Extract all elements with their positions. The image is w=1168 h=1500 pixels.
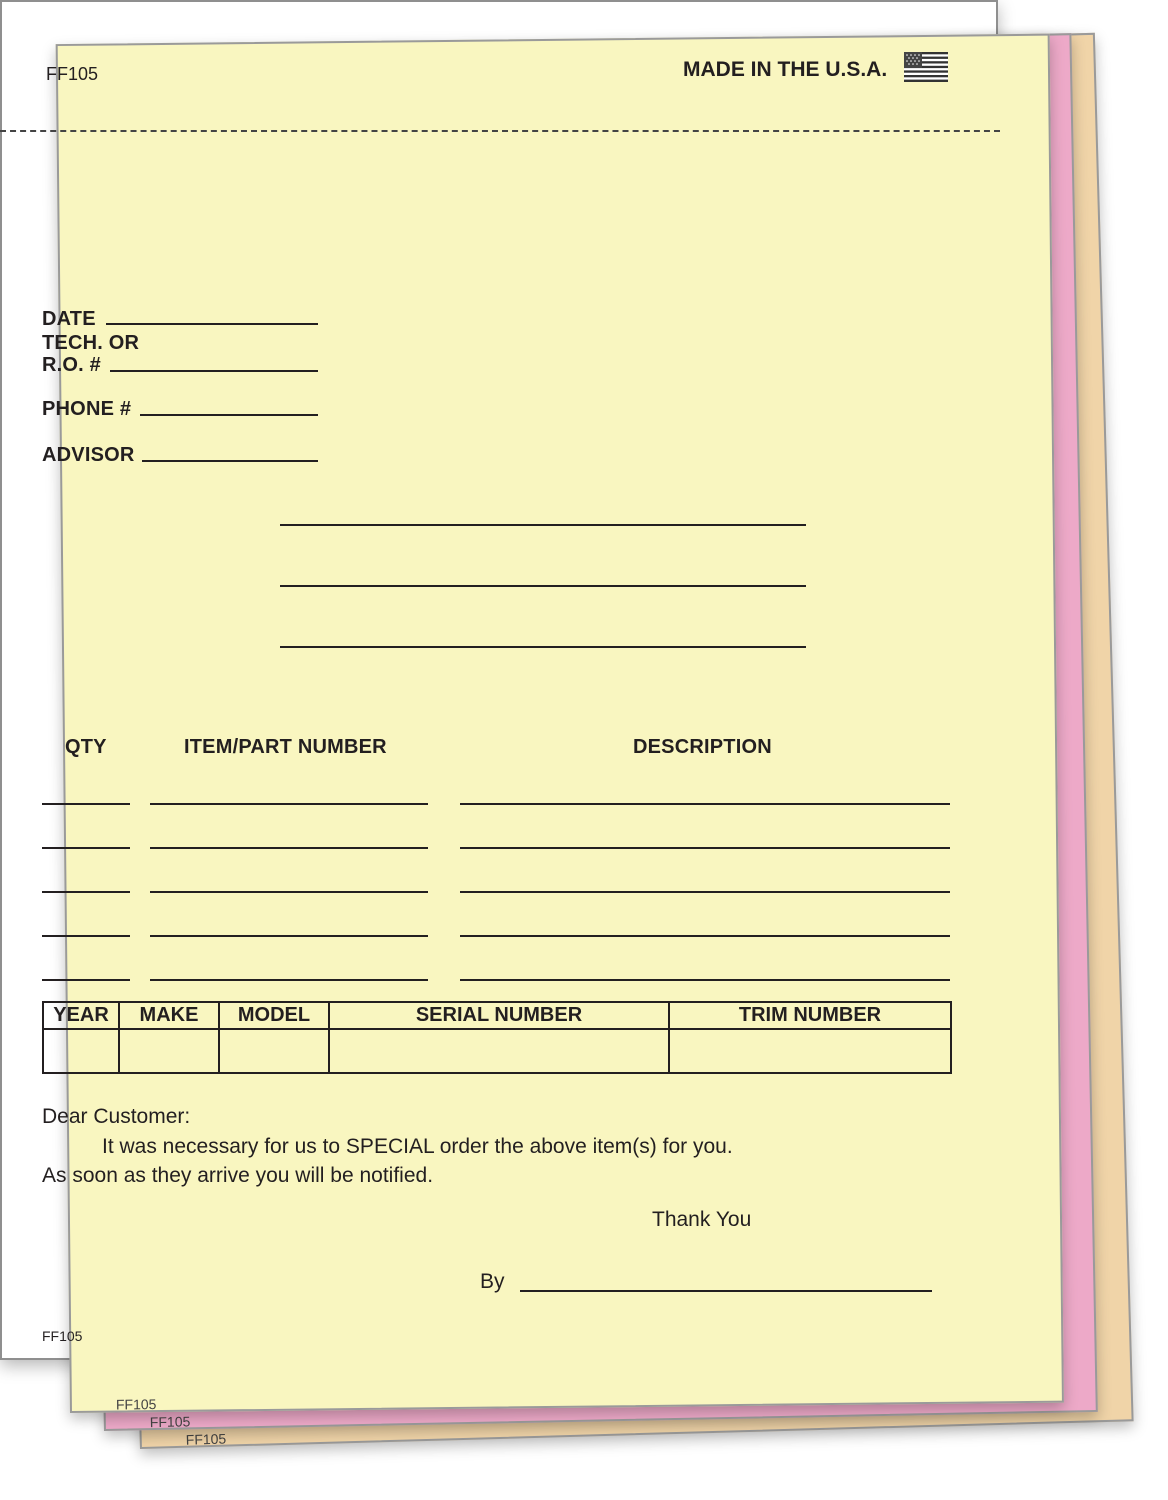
trim-number-cell[interactable] xyxy=(669,1029,951,1073)
yellow-sheet xyxy=(56,34,1064,1413)
table-row xyxy=(43,1029,951,1073)
make-cell[interactable] xyxy=(119,1029,219,1073)
form-code-top: FF105 xyxy=(46,64,99,84)
date-label: DATE xyxy=(42,308,96,330)
thank-you: Thank You xyxy=(652,1208,752,1231)
address-line-3[interactable] xyxy=(280,646,806,648)
perforation-line xyxy=(0,130,1000,132)
vehicle-table-header-row xyxy=(43,1002,951,1029)
year-cell[interactable] xyxy=(43,1029,119,1073)
qty-field[interactable] xyxy=(42,891,130,893)
qty-field[interactable] xyxy=(42,847,130,849)
ro-number-field[interactable] xyxy=(110,370,318,372)
tan-sheet-code: FF105 xyxy=(185,1430,227,1448)
phone-field[interactable] xyxy=(140,414,318,416)
advisor-label: ADVISOR xyxy=(42,444,135,466)
ro-number-label: R.O. # xyxy=(42,354,101,376)
address-line-1[interactable] xyxy=(280,524,806,526)
date-field[interactable] xyxy=(106,323,318,325)
salutation: Dear Customer: xyxy=(42,1105,191,1128)
item-part-field[interactable] xyxy=(150,891,428,893)
phone-label: PHONE # xyxy=(42,398,132,420)
serial-number-header: SERIAL NUMBER xyxy=(329,1002,669,1029)
pink-sheet-code: FF105 xyxy=(149,1413,191,1431)
signature-field[interactable] xyxy=(520,1290,932,1292)
letter-line-2: As soon as they arrive you will be notified. xyxy=(42,1164,434,1187)
description-field[interactable] xyxy=(460,979,950,981)
qty-header: QTY xyxy=(65,736,107,758)
description-field[interactable] xyxy=(460,847,950,849)
letter-line-1: It was necessary for us to SPECIAL order the above item(s) for you. xyxy=(102,1135,733,1158)
address-line-2[interactable] xyxy=(280,585,806,587)
us-flag-icon xyxy=(904,52,948,82)
tech-label: TECH. OR xyxy=(42,332,140,354)
item-part-header: ITEM/PART NUMBER xyxy=(184,736,387,758)
make-header: MAKE xyxy=(119,1002,219,1029)
trim-number-header: TRIM NUMBER xyxy=(669,1002,951,1029)
qty-field[interactable] xyxy=(42,935,130,937)
qty-field[interactable] xyxy=(42,979,130,981)
model-cell[interactable] xyxy=(219,1029,329,1073)
description-field[interactable] xyxy=(460,891,950,893)
vehicle-info-table xyxy=(42,1001,952,1074)
item-part-field[interactable] xyxy=(150,979,428,981)
item-part-field[interactable] xyxy=(150,803,428,805)
made-in-usa-label: MADE IN THE U.S.A. xyxy=(683,58,888,81)
advisor-field[interactable] xyxy=(142,460,318,462)
item-part-field[interactable] xyxy=(150,935,428,937)
description-field[interactable] xyxy=(460,935,950,937)
item-part-field[interactable] xyxy=(150,847,428,849)
description-header: DESCRIPTION xyxy=(633,736,772,758)
serial-number-cell[interactable] xyxy=(329,1029,669,1073)
qty-field[interactable] xyxy=(42,803,130,805)
form-code-bottom: FF105 xyxy=(42,1328,83,1344)
year-header: YEAR xyxy=(43,1002,119,1029)
yellow-sheet-code: FF105 xyxy=(115,1396,157,1413)
by-label: By xyxy=(480,1270,505,1293)
model-header: MODEL xyxy=(219,1002,329,1029)
description-field[interactable] xyxy=(460,803,950,805)
